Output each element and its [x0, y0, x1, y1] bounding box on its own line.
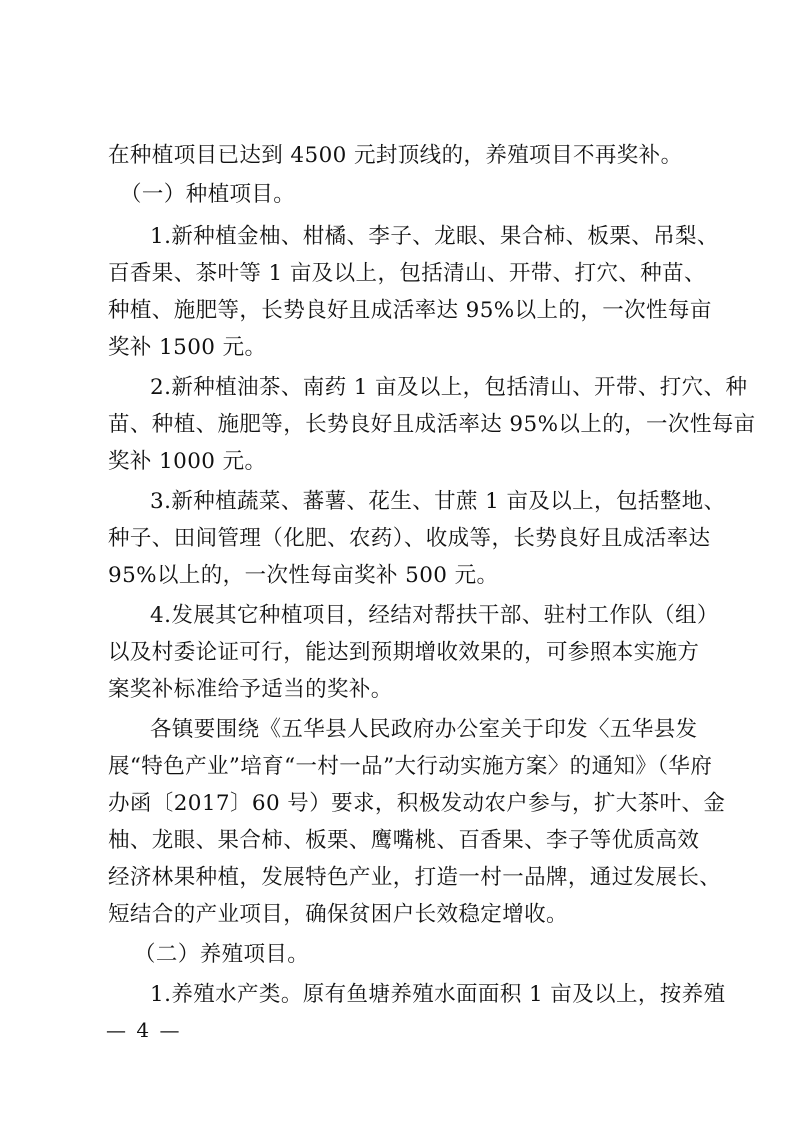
section-heading-planting: （一）种植项目。 [120, 182, 296, 207]
text-line-21: 短结合的产业项目，确保贫困户长效稳定增收。 [108, 902, 568, 927]
text-line-11: 种子、田间管理（化肥、农药）、收成等，长势良好且成活率达 [108, 526, 711, 551]
text-line-5: 种植、施肥等，长势良好且成活率达 95%以上的，一次性每亩 [108, 298, 712, 323]
text-line-8: 苗、种植、施肥等，长势良好且成活率达 95%以上的，一次性每亩 [108, 412, 756, 437]
text-line-3: 1.新种植金柚、柑橘、李子、龙眼、果合柿、板栗、吊梨、 [150, 224, 719, 249]
section-heading-breeding: （二）养殖项目。 [134, 942, 310, 967]
text-line-13: 4.发展其它种植项目，经结对帮扶干部、驻村工作队（组） [150, 603, 719, 628]
text-line-23: 1.养殖水产类。原有鱼塘养殖水面面积 1 亩及以上，按养殖 [150, 982, 726, 1007]
text-line-18: 办函〔2017〕60 号）要求，积极发动农户参与，扩大茶叶、金 [108, 791, 726, 816]
page-number: — 4 — [106, 1018, 182, 1042]
text-line-14: 以及村委论证可行，能达到预期增收效果的，可参照本实施方 [108, 640, 700, 665]
text-line-7: 2.新种植油茶、南药 1 亩及以上，包括清山、开带、打穴、种 [150, 375, 748, 400]
text-line-1: 在种植项目已达到 4500 元封顶线的，养殖项目不再奖补。 [108, 143, 683, 168]
text-line-19: 柚、龙眼、果合柿、板栗、鹰嘴桃、百香果、李子等优质高效 [108, 828, 700, 853]
text-line-6: 奖补 1500 元。 [108, 335, 267, 360]
text-line-15: 案奖补标准给予适当的奖补。 [108, 677, 393, 702]
text-line-4: 百香果、茶叶等 1 亩及以上，包括清山、开带、打穴、种苗、 [108, 261, 706, 286]
text-line-17: 展“特色产业”培育“一村一品”大行动实施方案〉的通知》（华府 [108, 754, 713, 779]
text-line-9: 奖补 1000 元。 [108, 449, 267, 474]
text-line-10: 3.新种植蔬菜、蕃薯、花生、甘蔗 1 亩及以上，包括整地、 [150, 489, 726, 514]
text-line-20: 经济林果种植，发展特色产业，打造一村一品牌，通过发展长、 [108, 865, 722, 890]
text-line-16: 各镇要围绕《五华县人民政府办公室关于印发〈五华县发 [150, 717, 698, 742]
text-line-12: 95%以上的，一次性每亩奖补 500 元。 [108, 563, 499, 588]
